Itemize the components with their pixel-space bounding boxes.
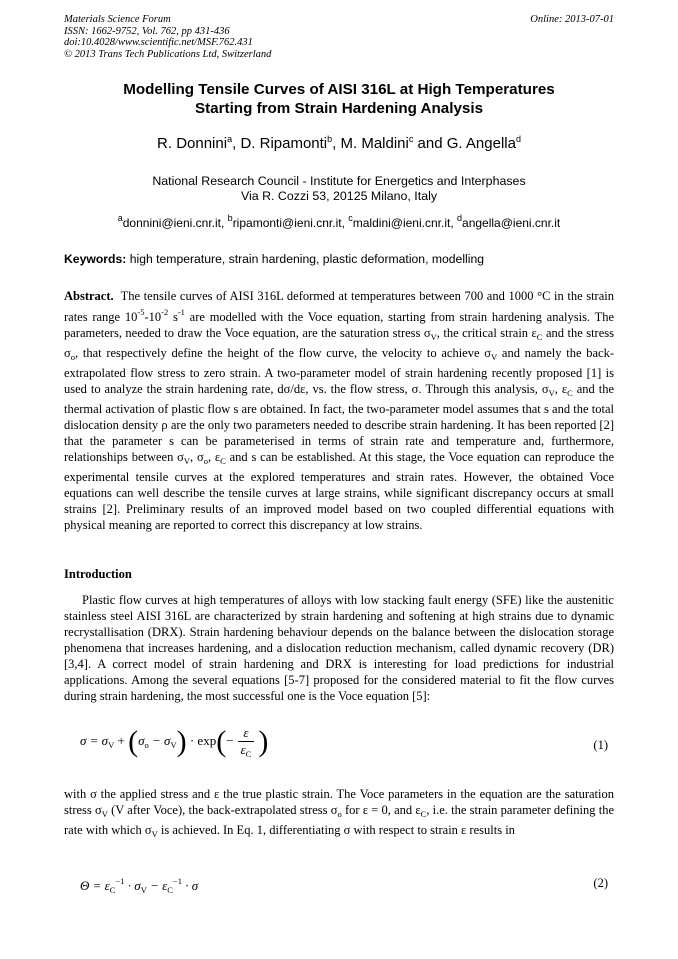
eq-denominator bbox=[238, 742, 255, 759]
eq-term: · σ bbox=[181, 878, 199, 893]
author-name: D. Ripamonti bbox=[240, 135, 328, 152]
abstract-sub: o bbox=[70, 352, 75, 362]
equation-number-1: (1) bbox=[593, 738, 608, 752]
abstract-text: , that respectively define the height of the flow curve, the velocity to achieve σ bbox=[75, 346, 492, 360]
eq-sup: −1 bbox=[115, 876, 125, 886]
email-address[interactable]: maldini@ieni.cnr.it, bbox=[352, 216, 454, 230]
journal-header bbox=[64, 14, 271, 60]
abstract-sub: o bbox=[203, 456, 208, 466]
eq-term: + bbox=[114, 732, 129, 748]
abstract-sub: C bbox=[220, 456, 226, 466]
email-address[interactable]: angella@ieni.cnr.it bbox=[462, 216, 561, 230]
equation-1 bbox=[80, 725, 268, 773]
keywords bbox=[64, 252, 614, 266]
abstract-sub: V bbox=[548, 388, 555, 398]
abstract-text: and the thermal activation of plastic flow s are obtained. In fact, the two-parameter model assumes that s and the total dislocation density ρ are the only two parameters needed to describe strain hardening. It has been reported [2] that the parameter s can be parameterised in terms of strain rate and temperature and, furthermore, relationships between σ bbox=[64, 382, 614, 464]
abstract-exp: -2 bbox=[161, 307, 169, 317]
eq-sub: C bbox=[167, 885, 173, 895]
abstract-sub: C bbox=[567, 388, 573, 398]
keywords-label: Keywords: bbox=[64, 252, 127, 266]
affiliation-line-1: National Research Council - Institute for Energetics and Interphases bbox=[152, 174, 526, 188]
abstract-text: -10 bbox=[144, 310, 162, 324]
eq-sub: V bbox=[140, 885, 147, 895]
body-text: , i.e. the strain parameter defining the rate with which σ bbox=[64, 803, 614, 837]
email-list bbox=[64, 213, 614, 230]
eq-term: − σ bbox=[148, 732, 171, 748]
abstract-sub: V bbox=[491, 352, 498, 362]
keywords-text: high temperature, strain hardening, plastic deformation, modelling bbox=[129, 252, 485, 266]
text-sub: o bbox=[337, 809, 342, 819]
copyright-line: © 2013 Trans Tech Publications Ltd, Switzerland bbox=[64, 48, 272, 60]
abstract-sub: V bbox=[183, 456, 191, 466]
authors-and: and bbox=[417, 135, 443, 152]
introduction-paragraph: Plastic flow curves at high temperatures of alloys with low stacking fault energy (SFE) like the austenitic stainless steel AISI 316L are characterized by strain hardening and softening at high strains due to dynamic recrystallisation (DRX). Strain hardening behaviour depends on the balance between the dislocation storage phenomena that increases hardening, and a dislocation reduction mechanism, called dynamic recovery (DR) [3,4]. A correct model of strain hardening and DRX is interesting for load predictions for industrial applications. Among the several equations [5-7] proposed for the considered material to fit the flow curves during strain hardening, the most successful one is the Voce equation [5]: bbox=[64, 593, 614, 703]
email-mark: d bbox=[457, 213, 463, 223]
eq-term: Θ = ε bbox=[80, 878, 110, 893]
abstract-text: , ε bbox=[554, 382, 568, 396]
abstract-text: and namely the back-extrapolated flow stress to zero strain. A two-parameter model of strain hardening recently proposed [1] is used to analyze the strain hardening rate, dσ/dε, vs. the flow stress, σ. Through this analysis, σ bbox=[64, 346, 614, 396]
email-mark: c bbox=[348, 213, 353, 223]
email-address[interactable]: donnini@ieni.cnr.it, bbox=[122, 216, 225, 230]
text-sub: V bbox=[101, 809, 108, 819]
abstract-text: , ε bbox=[207, 450, 221, 464]
eq-sub: C bbox=[109, 885, 116, 895]
issn-line: ISSN: 1662-9752, Vol. 762, pp 431-436 bbox=[64, 25, 230, 37]
eq-term: ε bbox=[240, 742, 246, 757]
eq-paren: ) bbox=[258, 725, 269, 758]
eq-term: σ bbox=[138, 732, 145, 748]
abstract-exp: -1 bbox=[177, 307, 185, 317]
email-mark: b bbox=[227, 213, 233, 223]
abstract-sub: C bbox=[536, 332, 543, 342]
abstract-text: , σ bbox=[190, 450, 204, 464]
author-mark: a bbox=[227, 134, 233, 144]
text-sub: V bbox=[151, 829, 158, 839]
eq-term: − ε bbox=[146, 878, 168, 893]
eq-sub: V bbox=[170, 739, 177, 750]
body-text: (V after Voce), the back-extrapolated stress σ bbox=[107, 803, 338, 817]
title-line-2: Starting from Strain Hardening Analysis bbox=[194, 100, 484, 117]
eq-paren: ) bbox=[176, 725, 187, 758]
affiliation bbox=[64, 174, 614, 204]
body-text: is achieved. In Eq. 1, differentiating σ with respect to strain ε results in bbox=[157, 823, 515, 837]
author-mark: c bbox=[408, 134, 414, 144]
abstract-label: Abstract. bbox=[64, 289, 114, 303]
abstract-text: , the critical strain ε bbox=[436, 326, 537, 340]
paragraph-after-equation-1 bbox=[64, 786, 614, 842]
abstract bbox=[64, 288, 614, 533]
eq-term: · σ bbox=[124, 878, 141, 893]
abstract-text: and s can be established. At this stage, the Voce equation can reproduce the experimental tensile curves at the explored temperatures and strain rates. However, the obtained Voce equations can well describe the tensile curves at large strains, while significant discrepancy occurs at small strains [2]. Preliminary results of an improved model based on two coupled differential equations with physical meaning are reported to correct this discrepancy at low strains. bbox=[64, 450, 615, 532]
abstract-sub: V bbox=[430, 332, 437, 342]
eq-paren: ( bbox=[128, 725, 139, 758]
affiliation-line-2: Via R. Cozzi 53, 20125 Milano, Italy bbox=[240, 189, 438, 203]
email-address[interactable]: ripamonti@ieni.cnr.it, bbox=[232, 216, 345, 230]
title-line-1: Modelling Tensile Curves of AISI 316L at High Temperatures bbox=[123, 81, 555, 98]
text-sub: C bbox=[420, 809, 427, 819]
eq-fraction bbox=[238, 725, 255, 759]
eq-sub: V bbox=[108, 739, 115, 750]
eq-numerator: ε bbox=[238, 725, 255, 742]
body-text: for ε = 0, and ε bbox=[341, 803, 421, 817]
eq-paren: ( bbox=[216, 725, 227, 758]
paper-title bbox=[64, 80, 614, 118]
section-heading-introduction: Introduction bbox=[64, 567, 132, 581]
eq-sup: −1 bbox=[172, 876, 182, 886]
email-mark: a bbox=[117, 213, 123, 223]
abstract-text: and the stress σ bbox=[64, 326, 614, 360]
abstract-text: s bbox=[168, 310, 178, 324]
author-mark: b bbox=[327, 134, 333, 144]
eq-term: · exp bbox=[186, 732, 217, 748]
equation-number-2: (2) bbox=[593, 876, 608, 890]
eq-sub: C bbox=[245, 749, 252, 759]
eq-term: − bbox=[226, 732, 234, 748]
journal-name: Materials Science Forum bbox=[64, 14, 171, 25]
author-list: R. Donnini$^a$, D. Ripamonti$^b$, M. Maldini$^c$ and G. Angella$^d$ bbox=[157, 134, 521, 152]
abstract-text: The tensile curves of AISI 316L deformed at temperatures between 700 and 1000 °C in the strain rates range 10 bbox=[64, 289, 614, 324]
equation-2 bbox=[80, 876, 198, 895]
author-mark: d bbox=[515, 134, 521, 144]
author-name: M. Maldini bbox=[340, 135, 409, 152]
author-name: G. Angella bbox=[446, 135, 516, 152]
eq-term: σ = σ bbox=[80, 732, 109, 748]
author-name: R. Donnini bbox=[157, 135, 228, 152]
online-date: Online: 2013-07-01 bbox=[530, 14, 614, 25]
eq-sub: o bbox=[144, 739, 149, 750]
abstract-text: are modelled with the Voce equation, starting from strain hardening analysis. The parameters, needed to draw the Voce equation, are the saturation stress σ bbox=[64, 310, 615, 340]
abstract-exp: -5 bbox=[137, 307, 145, 317]
body-text: with σ the applied stress and ε the true plastic strain. The Voce parameters in the equation are the saturation stress σ bbox=[64, 787, 614, 817]
doi-line[interactable]: doi:10.4028/www.scientific.net/MSF.762.431 bbox=[64, 37, 253, 48]
